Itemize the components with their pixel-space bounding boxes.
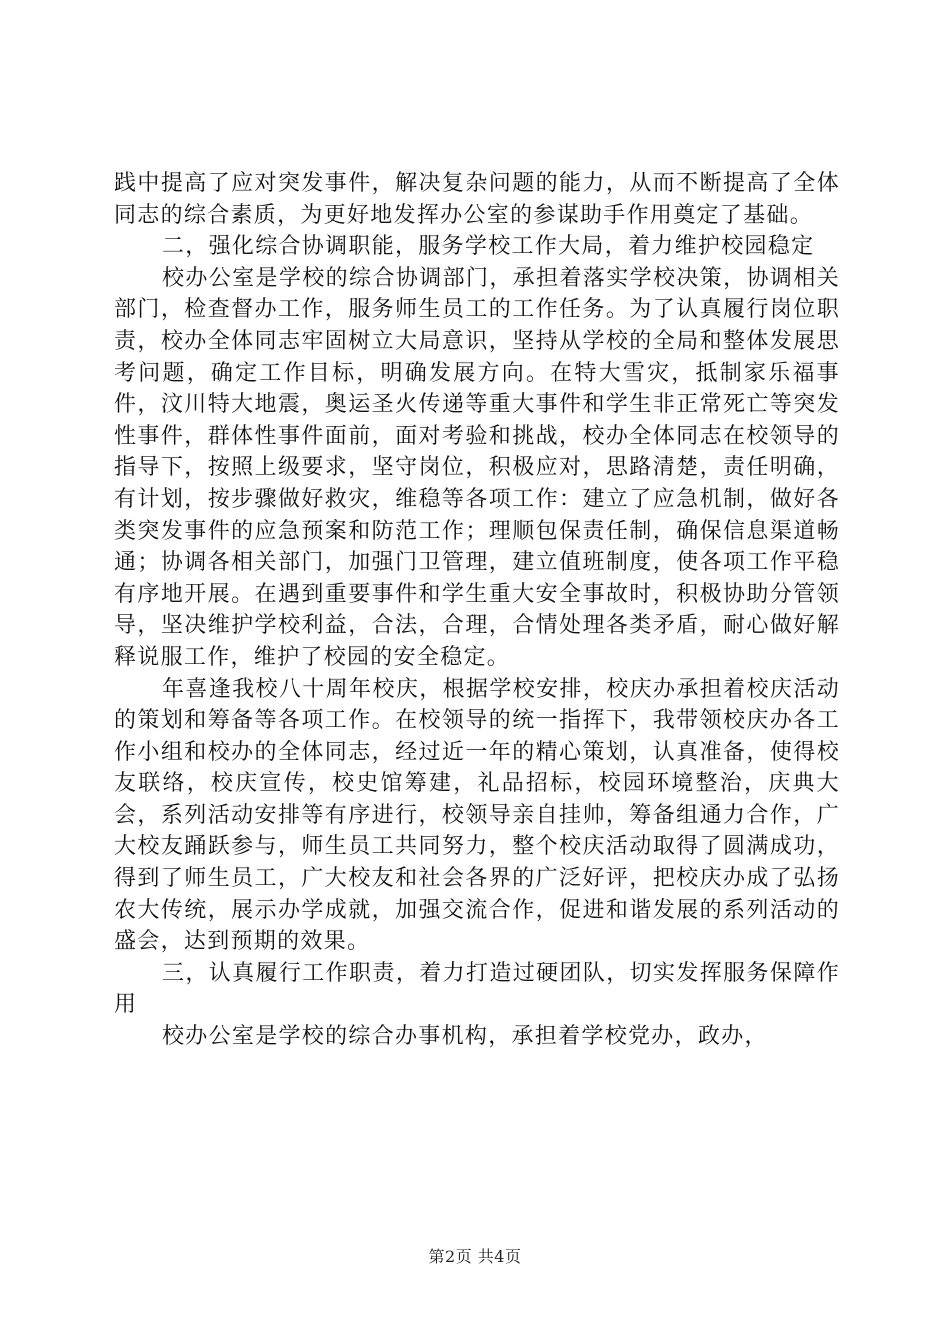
document-body (114, 168, 840, 1053)
paragraph-6: 校办公室是学校的综合办事机构，承担着学校党办，政办， (162, 1024, 768, 1050)
paragraph-3: 校办公室是学校的综合协调部门，承担着落实学校决策，协调相关部门，检查督办工作，服务师生员工的工作任务。为了认真履行岗位职责，校办全体同志牢固树立大局意识，坚持从学校的全局和整体发展思考问题，确定工作目标，明确发展方向。在特大雪灾，抵制家乐福事件，汶川特大地震，奥运圣火传递等重大事件和学生非正常死亡等突发性事件，群体性事件面前，面对考验和挑战，校办全体同志在校领导的指导下，按照上级要求，坚守岗位，积极应对，思路清楚，责任明确，有计划，按步骤做好救灾，维稳等各项工作：建立了应急机制，做好各类突发事件的应急预案和防范工作；理顺包保责任制，确保信息渠道畅通；协调各相关部门，加强门卫管理，建立值班制度，使各项工作平稳有序地开展。在遇到重要事件和学生重大安全事故时，积极协助分管领导，坚决维护学校利益，合法，合理，合情处理各类矛盾，耐心做好解释说服工作，维护了校园的安全稳定。 (114, 265, 840, 670)
section-heading-3: 三，认真履行工作职责，着力打造过硬团队，切实发挥服务保障作用 (114, 960, 840, 1018)
paragraph-1: 践中提高了应对突发事件，解决复杂问题的能力，从而不断提高了全体同志的综合素质，为更好地发挥办公室的参谋助手作用奠定了基础。 (114, 171, 840, 228)
section-heading-2: 二，强化综合协调职能，服务学校工作大局，着力维护校园稳定 (162, 234, 815, 260)
paragraph-4: 年喜逢我校八十周年校庆，根据学校安排，校庆办承担着校庆活动的策划和筹备等各项工作。在校领导的统一指挥下，我带领校庆办各工作小组和校办的全体同志，经过近一年的精心策划，认真准备，使得校友联络，校庆宣传，校史馆筹建，礼品招标，校园环境整治，庆典大会，系列活动安排等有序进行，校领导亲自挂帅，筹备组通力合作，广大校友踊跃参与，师生员工共同努力，整个校庆活动取得了圆满成功，得到了师生员工，广大校友和社会各界的广泛好评，把校庆办成了弘扬农大传统，展示办学成就，加强交流合作，促进和谐发展的系列活动的盛会，达到预期的效果。 (114, 676, 840, 955)
page-number: 第2页 共4页 (428, 1247, 522, 1266)
